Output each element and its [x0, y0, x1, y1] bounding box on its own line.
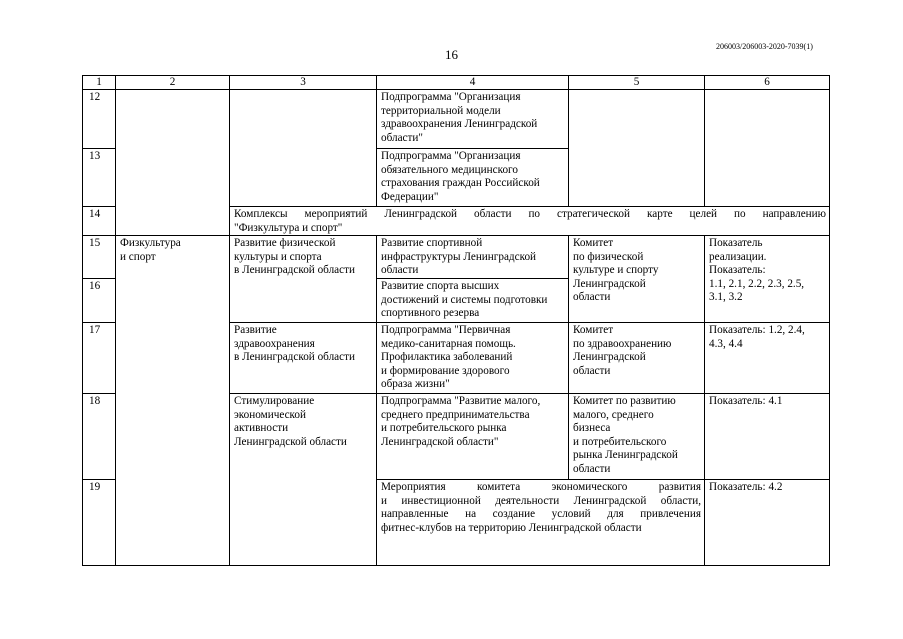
direction-cell — [116, 90, 230, 236]
subprogram-cell: Подпрограмма "Организация территориальной модели здравоохранения Ленинградской области" — [377, 90, 569, 149]
header-cell: 2 — [116, 76, 230, 90]
row-number: 15 — [83, 236, 116, 279]
row-number: 16 — [83, 279, 116, 323]
row-number: 18 — [83, 394, 116, 480]
row-number: 12 — [83, 90, 116, 149]
header-cell: 3 — [230, 76, 377, 90]
subprogram-cell: Подпрограмма "Развитие малого, среднего предпринимательства и потребительского рынка Ленинградской области" — [377, 394, 569, 480]
executor-cell — [569, 90, 705, 207]
row-number: 13 — [83, 149, 116, 207]
activities-table — [82, 75, 830, 566]
indicator-cell: Показатель: 1.2, 2.4, 4.3, 4.4 — [705, 323, 830, 394]
row-number: 17 — [83, 323, 116, 394]
subprogram-cell: Подпрограмма "Первичная медико-санитарная помощь. Профилактика заболеваний и формирование здорового образа жизни" — [377, 323, 569, 394]
header-cell: 4 — [377, 76, 569, 90]
subprogram-cell: Развитие спорта высших достижений и системы подготовки спортивного резерва — [377, 279, 569, 323]
row-number: 14 — [83, 207, 116, 236]
measures-cell: Мероприятия комитета экономического развития и инвестиционной деятельности Ленинградской области, направленные на создание условий для привлечения фитнес-клубов на территорию Ленинградской области — [377, 480, 705, 566]
program-cell — [230, 90, 377, 207]
executor-cell: Комитет по здравоохранению Ленинградской области — [569, 323, 705, 394]
executor-cell: Комитет по физической культуре и спорту Ленинградской области — [569, 236, 705, 323]
indicator-cell — [705, 90, 830, 207]
complex-measures-cell: Комплексы мероприятий Ленинградской области по стратегической карте целей по направлению "Физкультура и спорт" — [230, 207, 830, 236]
indicator-cell: Показатель реализации. Показатель: 1.1, 2.1, 2.2, 2.3, 2.5, 3.1, 3.2 — [705, 236, 830, 323]
direction-cell: Физкультура и спорт — [116, 236, 230, 566]
row-number: 19 — [83, 480, 116, 566]
table-row — [83, 236, 830, 279]
program-cell: Развитие физической культуры и спорта в Ленинградской области — [230, 236, 377, 323]
page-number: 16 — [445, 47, 458, 62]
indicator-cell: Показатель: 4.1 — [705, 394, 830, 480]
subprogram-cell: Развитие спортивной инфраструктуры Ленинградской области — [377, 236, 569, 279]
subprogram-cell: Подпрограмма "Организация обязательного медицинского страхования граждан Российской Федерации" — [377, 149, 569, 207]
header-cell: 1 — [83, 76, 116, 90]
header-cell: 6 — [705, 76, 830, 90]
header-row — [83, 76, 830, 90]
executor-cell: Комитет по развитию малого, среднего бизнеса и потребительского рынка Ленинградской области — [569, 394, 705, 480]
document-id: 206003/206003-2020-7039(1) — [716, 42, 813, 51]
header-cell: 5 — [569, 76, 705, 90]
indicator-cell: Показатель: 4.2 — [705, 480, 830, 566]
program-cell: Развитие здравоохранения в Ленинградской области — [230, 323, 377, 394]
program-cell: Стимулирование экономической активности Ленинградской области — [230, 394, 377, 566]
table-row — [83, 90, 830, 149]
